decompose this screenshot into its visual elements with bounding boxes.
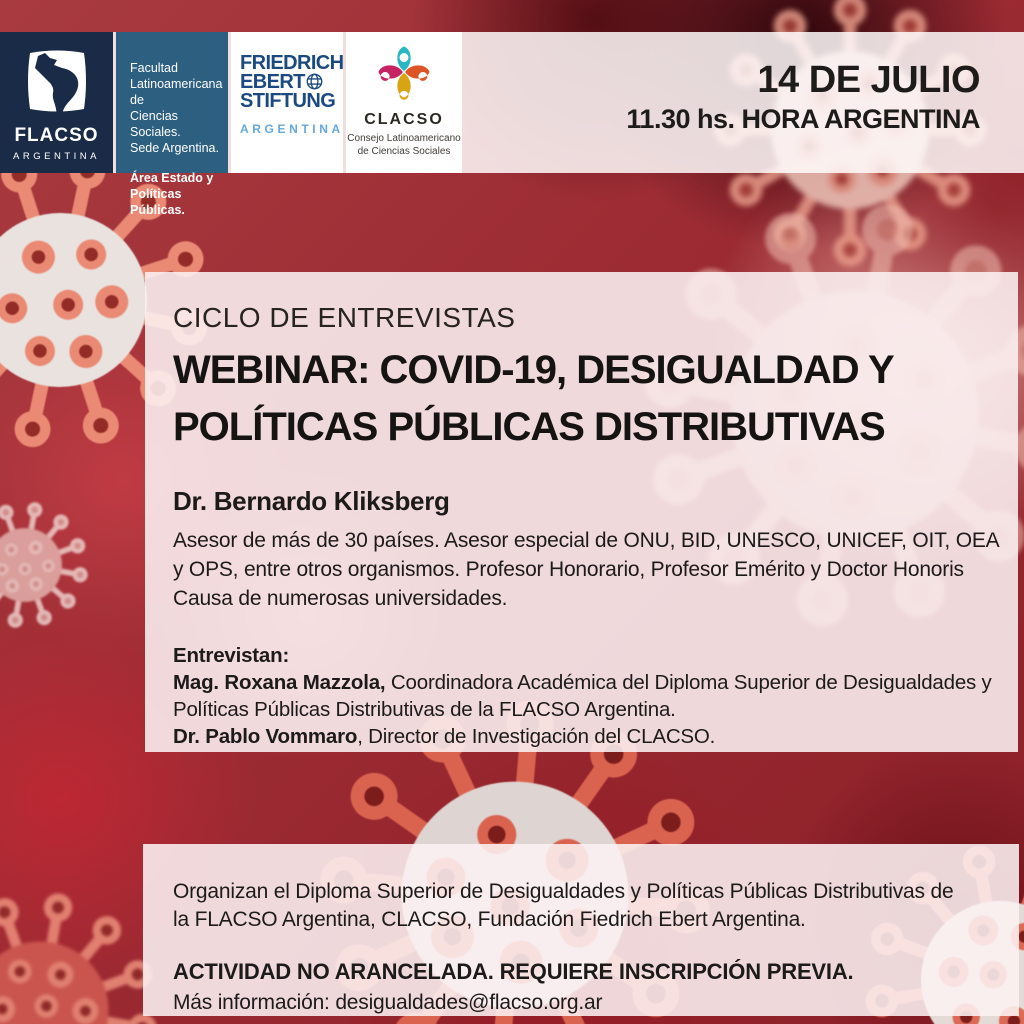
speaker-bio: Asesor de más de 30 países. Asesor especial de ONU, BID, UNESCO, UNICEF, OIT, OEA y OPS, entre otros organismos. Profesor Honorario, Profesor Emérito y Doctor Honoris Causa de numerosas universidades.: [173, 528, 999, 610]
title-line-1: WEBINAR: COVID-19, DESIGUALDAD Y: [173, 348, 894, 392]
area-line-4: Sede Argentina.: [130, 141, 219, 155]
clacso-sub-2: de Ciencias Sociales: [357, 145, 451, 157]
organizers-text: Organizan el Diploma Superior de Desigualdades y Políticas Públicas Distributivas de la FLACSO Argentina, CLACSO, Fundación Fiedrich Ebert Argentina.: [173, 880, 954, 931]
interviewer-1-name: Mag. Roxana Mazzola,: [173, 670, 386, 694]
footer-panel: [143, 844, 1019, 1016]
contact-email-line: Más información: desigualdades@flacso.org.ar: [173, 991, 603, 1015]
flacso-logo-country: ARGENTINA: [13, 151, 100, 162]
webinar-title: [173, 342, 998, 456]
header-logo-row: [0, 32, 1024, 217]
area-bold-line-1: Área Estado y: [130, 171, 214, 185]
friedrich-ebert-stiftung-logo-box: [231, 32, 343, 173]
flacso-area-box: [116, 32, 228, 217]
fes-line-2: EBERT: [240, 71, 305, 93]
clacso-pinwheel-icon: [376, 42, 432, 102]
clacso-logo-name: CLACSO: [364, 111, 444, 128]
fes-country: ARGENTINA: [240, 122, 344, 136]
interviewer-2-role: , Director de Investigación del CLACSO.: [357, 724, 716, 748]
event-date: 14 DE JULIO: [757, 59, 980, 101]
interviewer-2-name: Dr. Pablo Vommaro: [173, 724, 358, 748]
flacso-logo-box: [0, 32, 113, 173]
area-line-2: Latinoamericana de: [130, 77, 223, 107]
clacso-sub-1: Consejo Latinoamericano: [347, 133, 461, 144]
event-time: 11.30 hs. HORA ARGENTINA: [626, 103, 980, 134]
title-line-2: POLÍTICAS PÚBLICAS DISTRIBUTIVAS: [173, 404, 885, 449]
clacso-logo-box: [346, 32, 462, 173]
globe-icon: [306, 73, 323, 90]
fes-line-3: STIFTUNG: [240, 90, 336, 112]
main-content-panel: [145, 272, 1018, 752]
speaker-name: Dr. Bernardo Kliksberg: [173, 485, 450, 516]
interviewers-block: [173, 642, 1018, 750]
area-line-3: Ciencias Sociales.: [130, 109, 181, 139]
interviewer-1-role: Coordinadora Académica del Diploma Superior de Desigualdades y Políticas Públicas Distributivas de la FLACSO Argentina.: [173, 670, 992, 721]
area-bold-line-2: Políticas Públicas.: [130, 187, 185, 217]
event-date-band: [464, 32, 1024, 173]
flacso-logo-name: FLACSO: [14, 125, 99, 146]
series-kicker: CICLO DE ENTREVISTAS: [173, 302, 516, 333]
registration-notice: ACTIVIDAD NO ARANCELADA. REQUIERE INSCRIPCIÓN PREVIA.: [173, 959, 854, 985]
interviewer-1: [173, 669, 1018, 723]
fes-line-1: FRIEDRICH: [240, 52, 344, 74]
interviewer-2: [173, 723, 1018, 750]
interviewers-label: Entrevistan:: [173, 643, 290, 667]
flacso-latin-america-icon: [26, 48, 88, 114]
area-line-1: Facultad: [130, 61, 178, 75]
virus-illustration-left-small: [0, 495, 95, 635]
